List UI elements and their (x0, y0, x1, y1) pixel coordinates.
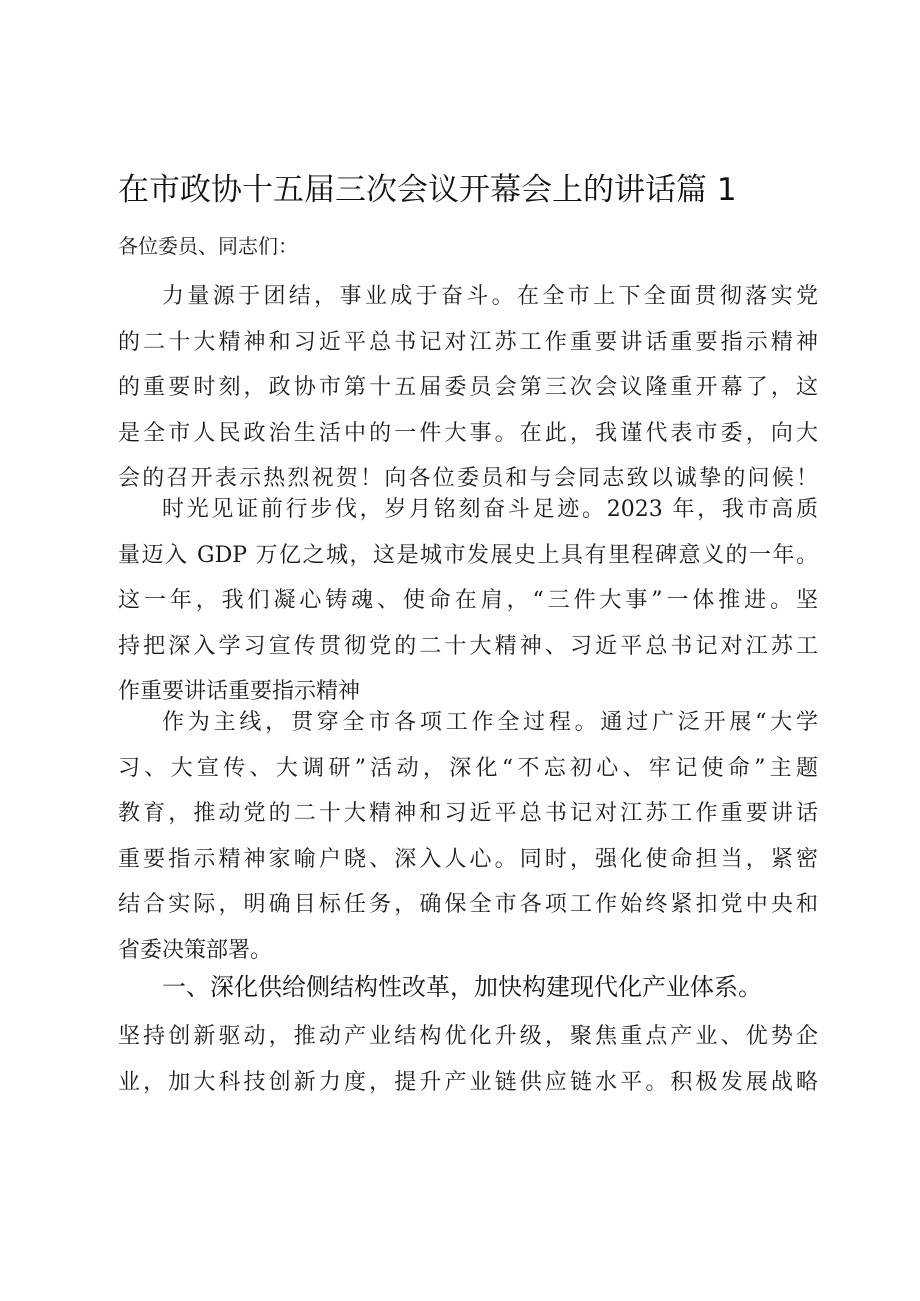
section-heading: 一、深化供给侧结构性改革，加快构建现代化产业体系。 (162, 973, 762, 1001)
paragraph-line: 教育，推动党的二十大精神和习近平总书记对江苏工作重要讲话 (118, 801, 818, 826)
paragraph-line: 力量源于团结，事业成于奋斗。在全市上下全面贯彻落实党 (162, 284, 818, 309)
paragraph-line: 是全市人民政治生活中的一件大事。在此，我谨代表市委，向大 (118, 420, 818, 446)
paragraph-line: 结合实际，明确目标任务，确保全市各项工作始终紧扣党中央和 (118, 892, 818, 917)
paragraph-line: 的重要时刻，政协市第十五届委员会第三次会议隆重开幕了，这 (118, 375, 818, 400)
paragraph-line: 的二十大精神和习近平总书记对江苏工作重要讲话重要指示精神 (118, 329, 818, 355)
paragraph-line: 会的召开表示热烈祝贺！向各位委员和与会同志致以诚挚的问候！ (118, 466, 818, 491)
salutation: 各位委员、同志们： (118, 234, 298, 258)
paragraph-line: 业，加大科技创新力度，提升产业链供应链水平。积极发展战略 (118, 1069, 818, 1095)
paragraph-1 (118, 274, 818, 502)
section-paragraph (118, 1014, 818, 1105)
paragraph-3 (118, 700, 818, 973)
paragraph-line: 量迈入 GDP 万亿之城，这是城市发展史上具有里程碑意义的一年。 (118, 542, 818, 568)
paragraph-line: 这一年，我们凝心铸魂、使命在肩，“三件大事”一体推进。坚 (118, 588, 818, 613)
paragraph-line: 时光见证前行步伐，岁月铭刻奋斗足迹。2023 年，我市高质 (162, 497, 818, 522)
paragraph-line: 习、大宣传、大调研”活动，深化“不忘初心、牢记使命”主题 (118, 755, 818, 781)
paragraph-line: 重要指示精神家喻户晓、深入人心。同时，强化使命担当，紧密 (118, 846, 818, 872)
paragraph-line: 作重要讲话重要指示精神 (118, 679, 361, 704)
paragraph-2 (118, 487, 818, 715)
paragraph-line: 坚持创新驱动，推动产业结构优化升级，聚焦重点产业、优势企 (118, 1024, 818, 1049)
paragraph-line: 省委决策部署。 (118, 937, 273, 963)
paragraph-line: 作为主线，贯穿全市各项工作全过程。通过广泛开展“大学 (162, 710, 818, 735)
document-title: 在市政协十五届三次会议开幕会上的讲话篇 1 (118, 172, 737, 208)
paragraph-line: 持把深入学习宣传贯彻党的二十大精神、习近平总书记对江苏工 (118, 633, 818, 659)
